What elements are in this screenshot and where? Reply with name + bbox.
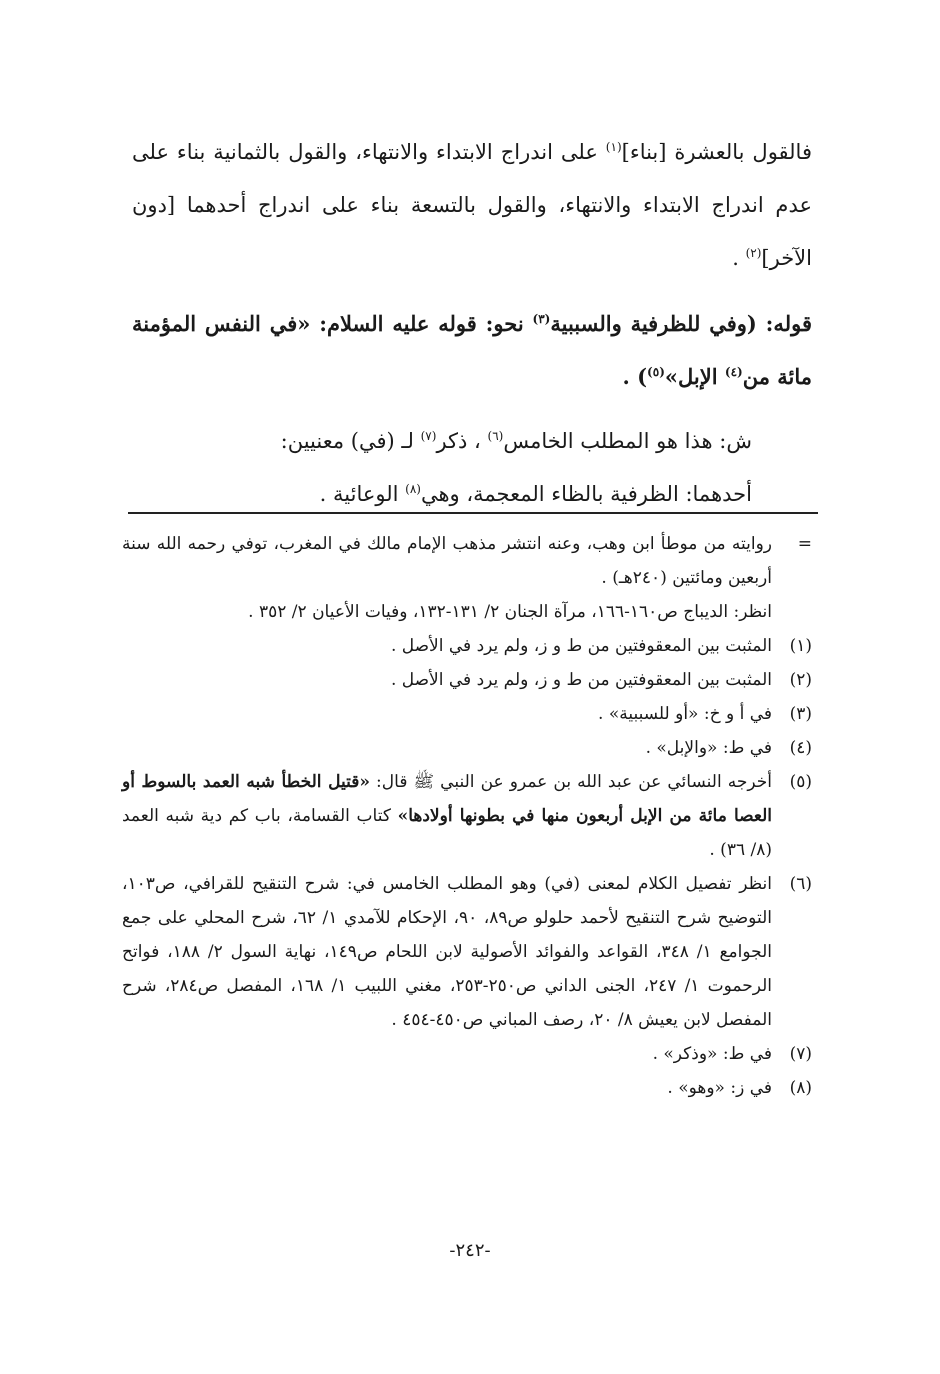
- footnote-number: (٦): [789, 874, 812, 894]
- footnote-2: [122, 663, 812, 697]
- footnote-ref-7: (٧): [420, 429, 437, 443]
- footnote-6: [122, 867, 812, 1037]
- text-run: الوعائية .: [319, 482, 406, 506]
- text-run: كتاب القسامة، باب كم دية شبه العمد (٨/ ٣٦) .: [122, 806, 772, 860]
- footnote-1: [122, 629, 812, 663]
- footnote-5: [122, 765, 812, 867]
- footnote-text: المثبت بين المعقوفتين من ط و ز، ولم يرد في الأصل .: [390, 670, 772, 690]
- text-run: ) .: [622, 364, 648, 389]
- footnote-number: (٨): [789, 1078, 812, 1098]
- footnote-ref-5: (٥): [647, 365, 665, 379]
- footnote-continuation: [122, 527, 812, 595]
- footnote-number: (١): [789, 636, 812, 656]
- footnote-text: انظر تفصيل الكلام لمعنى (في) وهو المطلب الخامس في: شرح التنقيح للقرافي، ص١٠٣، التوضيح شرح التنقيح لأحمد حلولو ص٨٩، ٩٠، الإحكام للآمدي ١/ ٦٢، شرح المحلي على جمع الجوامع ١/ ٣٤٨، القواعد والفوائد الأصولية لابن اللحام ص١٤٩، نهاية السول ٢/ ١٨٨، فواتح الرحموت ١/ ٢٤٧، الجنى الداني ص٢٥٠-٢٥٣، مغني اللبيب ١/ ١٦٨، المفصل ص٢٨٤، شرح المفصل لابن يعيش ٨/ ٢٠، رصف المباني ص٤٥٠-٤٥٤ .: [122, 874, 772, 1030]
- footnote-ref-6: (٦): [487, 429, 504, 443]
- footnote-continuation-ref: [122, 595, 812, 629]
- text-run: على اندراج الابتداء والانتهاء، والقول بالثمانية بناء على عدم اندراج الابتداء والانتهاء، والقول بالتسعة بناء على اندراج أحدهما [دون الآخر]: [132, 140, 812, 270]
- footnote-text: [122, 765, 772, 867]
- main-text: [132, 126, 812, 521]
- footnote-number: (٣): [789, 704, 812, 724]
- footnote-8: [122, 1071, 812, 1105]
- text-run: لـ (في) معنيين:: [280, 429, 421, 453]
- text-run: ، ذكر: [436, 429, 488, 453]
- footnote-text: في ط: «والإبل» .: [645, 738, 772, 758]
- footnote-ref-8: (٨): [405, 482, 421, 496]
- paragraph-1: [132, 126, 812, 285]
- continuation-marker: =: [797, 534, 812, 554]
- text-run: أخرجه النسائي عن عبد الله بن عمرو عن النبي ﷺ قال:: [369, 772, 772, 792]
- text-run: أحدهما: الظرفية بالظاء المعجمة، وهي: [420, 482, 752, 506]
- footnote-number: (٥): [789, 772, 812, 792]
- footnote-4: [122, 731, 812, 765]
- footnote-number: (٤): [789, 738, 812, 758]
- paragraph-sharh: [132, 415, 812, 468]
- footnote-text: في ط: «وذكر» .: [652, 1044, 772, 1064]
- footnote-text: في ز: «وهو» .: [667, 1078, 772, 1098]
- footnote-number: (٢): [789, 670, 812, 690]
- footnote-7: [122, 1037, 812, 1071]
- spacer: [772, 595, 812, 629]
- footnote-text: في أ و خ: «أو للسببية» .: [598, 704, 772, 724]
- footnote-ref-1: (١): [605, 140, 622, 154]
- text-run: .: [732, 246, 746, 270]
- footnote-text: المثبت بين المعقوفتين من ط و ز، ولم يرد في الأصل .: [390, 636, 772, 656]
- text-run: نحو: قوله عليه السلام: «في النفس المؤمنة مائة من: [132, 311, 812, 389]
- footnote-separator: [128, 512, 818, 514]
- footnote-ref-3: (٣): [532, 312, 551, 326]
- page-number: -٢٤٢-: [449, 1240, 491, 1261]
- text-run: الإبل»: [664, 364, 725, 389]
- footnote-number: (٧): [789, 1044, 812, 1064]
- text-run: فالقول بالعشرة [بناء]: [621, 140, 812, 164]
- footnote-ref-2: (٢): [745, 246, 762, 260]
- footnote-text: روايته من موطأ ابن وهب، وعنه انتشر مذهب الإمام مالك في المغرب، توفي رحمه الله سنة أربعين ومائتين (٢٤٠هـ) .: [122, 534, 772, 588]
- hadith-quote: «قتيل الخطأ شبه العمد بالسوط أو العصا مائة من الإبل أربعون منها في بطونها أولادها»: [122, 772, 772, 826]
- footnotes: [122, 527, 812, 1105]
- text-run: قوله: (وفي للظرفية والسببية: [550, 311, 812, 336]
- footnote-text: انظر: الديباج ص١٦٠-١٦٦، مرآة الجنان ٢/ ١٣١-١٣٢، وفيات الأعيان ٢/ ٣٥٢ .: [248, 602, 772, 622]
- footnote-ref-4: (٤): [724, 365, 743, 379]
- paragraph-quote: [132, 297, 812, 403]
- text-run: ش: هذا هو المطلب الخامس: [503, 429, 752, 453]
- footnote-3: [122, 697, 812, 731]
